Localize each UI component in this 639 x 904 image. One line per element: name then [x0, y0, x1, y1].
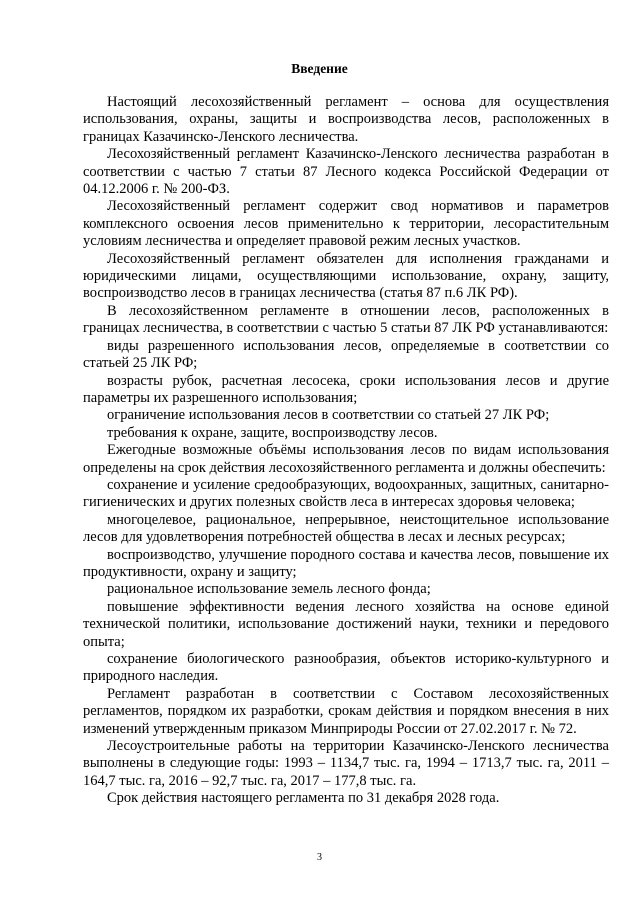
list-item: ограничение использования лесов в соответствии со статьей 27 ЛК РФ; — [107, 407, 550, 424]
paragraph-basis: Лесохозяйственный регламент Казачинско-Ленского лесничества разработан в соответствии с частью 7 статьи 87 Лесного кодекса Российской Федерации от 04.12.2006 г. № 200-ФЗ. — [83, 146, 609, 198]
document-body — [83, 94, 609, 808]
paragraph-developed-per: Регламент разработан в соответствии с Составом лесохозяйственных регламентов, порядком их разработки, срокам действия и порядком внесения в них изменений утвержденным приказом Минприроды России от 27.02.2017 г. № 72. — [83, 685, 609, 737]
paragraph-validity: Срок действия настоящего регламента по 31 декабря 2028 года. — [107, 790, 500, 807]
list-item: сохранение и усиление средообразующих, водоохранных, защитных, санитарно-гигиенических и других полезных свойств леса в интересах здоровья человека; — [83, 476, 609, 511]
list-item: виды разрешенного использования лесов, определяемые в соответствии со статьей 25 ЛК РФ; — [83, 337, 609, 372]
list-item: возрасты рубок, расчетная лесосека, сроки использования лесов и другие параметры их разрешенного использования; — [83, 372, 609, 406]
page-title: Введение — [291, 61, 348, 76]
list-item: воспроизводство, улучшение породного состава и качества лесов, повышение их продуктивности, охрану и защиту; — [83, 546, 609, 580]
list-item: повышение эффективности ведения лесного хозяйства на основе единой технической политики, использование достижений науки, техники и передового опыта; — [83, 598, 609, 650]
paragraph-annual-volumes: Ежегодные возможные объёмы использования лесов по видам использования определены на срок действия лесохозяйственного регламента и должны обеспечить: — [83, 442, 609, 476]
paragraph-survey-years: Лесоустроительные работы на территории Казачинско-Ленского лесничества выполнены в следующие годы: 1993 – 1134,7 тыс. га, 1994 – 1713,7 тыс. га, 2011 – 164,7 тыс. га, 2016 – 92,7 тыс. га, 2017 – 177,8 тыс. га. — [83, 738, 609, 789]
list-item: сохранение биологического разнообразия, объектов историко-культурного и природного наследия. — [83, 651, 609, 685]
list-item: требования к охране, защите, воспроизводству лесов. — [107, 424, 438, 441]
paragraph-intro: Настоящий лесохозяйственный регламент – основа для осуществления использования, охраны, защиты и воспроизводства лесов, расположенных в границах Казачинско-Ленского лесничества. — [83, 94, 609, 145]
paragraph-obligation: Лесохозяйственный регламент обязателен для исполнения гражданами и юридическими лицами, осуществляющими использование, охрану, защиту, воспроизводство лесов в границах лесничества (статья 87 п.6 ЛК РФ). — [83, 250, 609, 302]
list-item: многоцелевое, рациональное, непрерывное, неистощительное использование лесов для удовлетворения потребностей общества в лесах и лесных ресурсах; — [83, 511, 609, 546]
paragraph-established-items: В лесохозяйственном регламенте в отношении лесов, расположенных в границах лесничества, в соответствии с частью 5 статьи 87 ЛК РФ устанавливаются: — [83, 302, 609, 337]
paragraph-contents: Лесохозяйственный регламент содержит свод нормативов и параметров комплексного освоения лесов применительно к территории, лесорастительным условиям лесничества и определяет правовой режим лесных участков. — [83, 198, 609, 250]
list-item: рациональное использование земель лесного фонда; — [107, 581, 431, 598]
page-number: 3 — [317, 852, 322, 863]
